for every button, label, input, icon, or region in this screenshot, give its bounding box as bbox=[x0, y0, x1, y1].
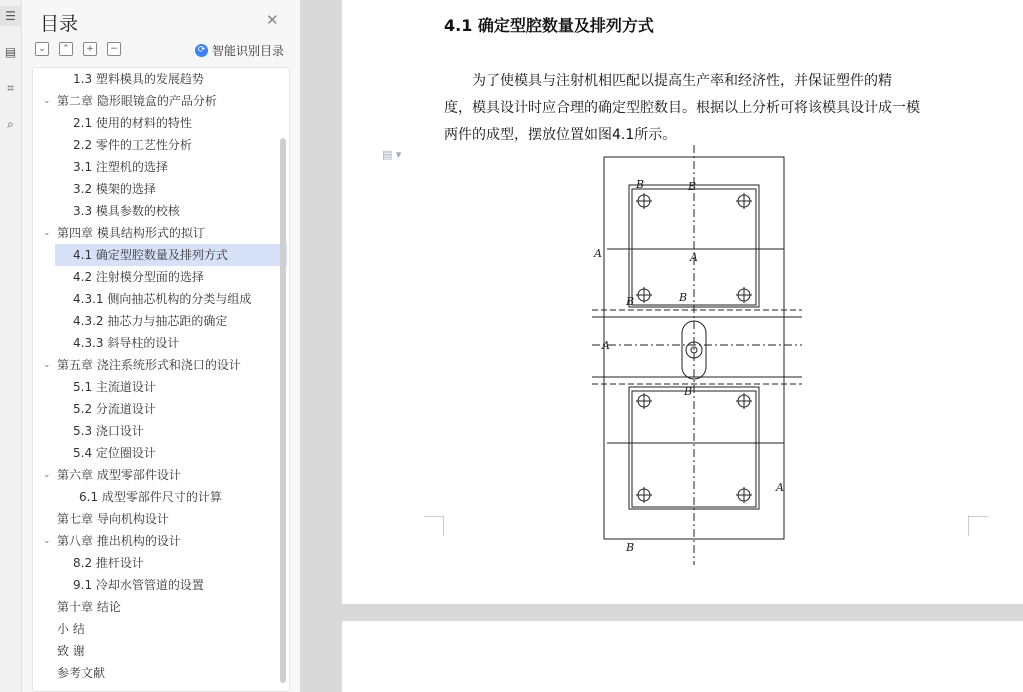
toc-item-label: 致 谢 bbox=[57, 644, 85, 658]
toc-item[interactable] bbox=[73, 420, 269, 442]
toc-item[interactable] bbox=[73, 376, 269, 398]
toc-item-label: 2.1 使用的材料的特性 bbox=[73, 116, 192, 130]
toc-item-label: 3.2 模架的选择 bbox=[73, 182, 156, 196]
toc-item-label: 4.2 注射模分型面的选择 bbox=[73, 270, 204, 284]
toc-item[interactable] bbox=[57, 618, 269, 640]
toc-list-container bbox=[32, 67, 290, 692]
toc-item[interactable] bbox=[57, 662, 269, 684]
toc-item-label: 6.1 成型零部件尺寸的计算 bbox=[79, 490, 222, 504]
para-line: 度，模具设计时应合理的确定型腔数目。根据以上分析可将该模具设计成一模 bbox=[444, 100, 920, 116]
toc-item[interactable] bbox=[57, 596, 269, 618]
crop-mark-right bbox=[968, 516, 988, 536]
crop-mark-left bbox=[424, 516, 444, 536]
toc-item[interactable] bbox=[57, 90, 269, 112]
toc-item[interactable] bbox=[73, 112, 269, 134]
toc-item-label: 第六章 成型零部件设计 bbox=[57, 468, 181, 482]
scrollbar-thumb[interactable] bbox=[280, 138, 286, 683]
svg-text:A: A bbox=[690, 251, 698, 264]
svg-text:B: B bbox=[679, 291, 688, 304]
toc-item[interactable] bbox=[57, 640, 269, 662]
toc-item[interactable] bbox=[73, 310, 269, 332]
toc-item-label: 第四章 模具结构形式的拟订 bbox=[57, 226, 205, 240]
toc-item-label: 5.4 定位圈设计 bbox=[73, 446, 156, 460]
next-document-page bbox=[342, 621, 1023, 692]
toc-panel bbox=[22, 0, 300, 692]
document-page bbox=[342, 0, 1023, 604]
section-heading: 4.1 确定型腔数量及排列方式 bbox=[444, 16, 654, 35]
svg-text:B: B bbox=[626, 295, 635, 308]
toc-item[interactable] bbox=[73, 442, 269, 464]
toc-scrollbar[interactable] bbox=[280, 138, 286, 683]
pages-icon[interactable]: ▤ bbox=[4, 45, 17, 59]
expand-caret-icon[interactable]: ⌄ bbox=[43, 470, 51, 480]
toc-item[interactable] bbox=[73, 288, 269, 310]
toc-item[interactable] bbox=[55, 244, 287, 266]
toc-item-label: 4.3.3 斜导柱的设计 bbox=[73, 336, 180, 350]
svg-text:A: A bbox=[594, 247, 602, 260]
svg-text:B: B bbox=[636, 178, 645, 191]
toc-item-label: 9.1 冷却水管管道的设置 bbox=[73, 578, 204, 592]
toc-item[interactable] bbox=[57, 530, 269, 552]
smart-toc-label: 智能识别目录 bbox=[212, 44, 285, 58]
toc-item-label: 5.3 浇口设计 bbox=[73, 424, 144, 438]
document-format-icon[interactable]: ▤ ▾ bbox=[382, 148, 402, 161]
toc-item[interactable] bbox=[73, 332, 269, 354]
expand-caret-icon[interactable]: ⌄ bbox=[43, 536, 51, 546]
toc-item[interactable] bbox=[73, 574, 269, 596]
toc-item-label: 4.3.1 侧向抽芯机构的分类与组成 bbox=[73, 292, 252, 306]
toc-icon[interactable]: ☰ bbox=[0, 6, 21, 26]
expand-caret-icon[interactable]: ⌄ bbox=[43, 228, 51, 238]
toc-item-label: 1.3 塑料模具的发展趋势 bbox=[73, 72, 204, 86]
toc-item[interactable] bbox=[73, 266, 269, 288]
toc-item[interactable] bbox=[73, 156, 269, 178]
toc-item-label: 3.3 模具参数的校核 bbox=[73, 204, 180, 218]
toc-item-label: 第二章 隐形眼镜盒的产品分析 bbox=[57, 94, 217, 108]
toc-item-label: 第十章 结论 bbox=[57, 600, 121, 614]
para-line: 两件的成型，摆放位置如图4.1所示。 bbox=[444, 127, 677, 143]
toc-item[interactable] bbox=[57, 464, 269, 486]
toc-item[interactable] bbox=[79, 486, 269, 508]
toc-item[interactable] bbox=[73, 552, 269, 574]
toc-item[interactable] bbox=[73, 200, 269, 222]
toc-item[interactable] bbox=[57, 222, 269, 244]
smart-toc-button[interactable] bbox=[195, 42, 284, 59]
toc-item-label: 2.2 零件的工艺性分析 bbox=[73, 138, 192, 152]
body-paragraph bbox=[444, 68, 974, 149]
toc-item-label: 4.1 确定型腔数量及排列方式 bbox=[73, 248, 228, 262]
remove-icon[interactable]: − bbox=[107, 42, 121, 56]
smart-recognize-icon: ⟳ bbox=[195, 44, 208, 57]
mold-layout-figure bbox=[592, 145, 802, 565]
expand-up-icon[interactable]: ⌃ bbox=[59, 42, 73, 56]
svg-text:A: A bbox=[602, 339, 610, 352]
toc-item-label: 5.1 主流道设计 bbox=[73, 380, 156, 394]
toc-item[interactable] bbox=[73, 398, 269, 420]
toc-item-label: 5.2 分流道设计 bbox=[73, 402, 156, 416]
add-icon[interactable]: + bbox=[83, 42, 97, 56]
para-line: 为了使模具与注射机相匹配以提高生产率和经济性，并保证塑件的精 bbox=[472, 73, 892, 89]
toc-item-label: 参考文献 bbox=[57, 666, 106, 680]
toc-item-label: 小 结 bbox=[57, 622, 85, 636]
search-icon[interactable]: ⌕ bbox=[7, 117, 14, 131]
toc-item-label: 8.2 推杆设计 bbox=[73, 556, 144, 570]
toc-item[interactable] bbox=[57, 354, 269, 376]
expand-caret-icon[interactable]: ⌄ bbox=[43, 96, 51, 106]
toc-item-label: 第七章 导向机构设计 bbox=[57, 512, 169, 526]
toc-title: 目录 bbox=[40, 13, 79, 35]
toc-item-label: 第八章 推出机构的设计 bbox=[57, 534, 181, 548]
toc-item-label: 第五章 浇注系统形式和浇口的设计 bbox=[57, 358, 241, 372]
bookmark-icon[interactable]: ⌗ bbox=[7, 81, 14, 95]
toc-item[interactable] bbox=[73, 134, 269, 156]
toc-item[interactable] bbox=[73, 178, 269, 200]
collapse-all-icon[interactable]: ⌄ bbox=[35, 42, 49, 56]
left-rail bbox=[0, 0, 22, 692]
toc-item[interactable] bbox=[57, 508, 269, 530]
svg-text:B: B bbox=[684, 385, 693, 398]
toc-item-label: 4.3.2 抽芯力与抽芯距的确定 bbox=[73, 314, 228, 328]
toc-item[interactable] bbox=[73, 68, 269, 90]
expand-caret-icon[interactable]: ⌄ bbox=[43, 360, 51, 370]
svg-text:B: B bbox=[626, 541, 635, 554]
toc-item-label: 3.1 注塑机的选择 bbox=[73, 160, 168, 174]
svg-text:A: A bbox=[776, 481, 784, 494]
toc-toolbar bbox=[35, 42, 121, 56]
close-icon[interactable]: ✕ bbox=[266, 11, 279, 29]
svg-text:B: B bbox=[688, 180, 697, 193]
